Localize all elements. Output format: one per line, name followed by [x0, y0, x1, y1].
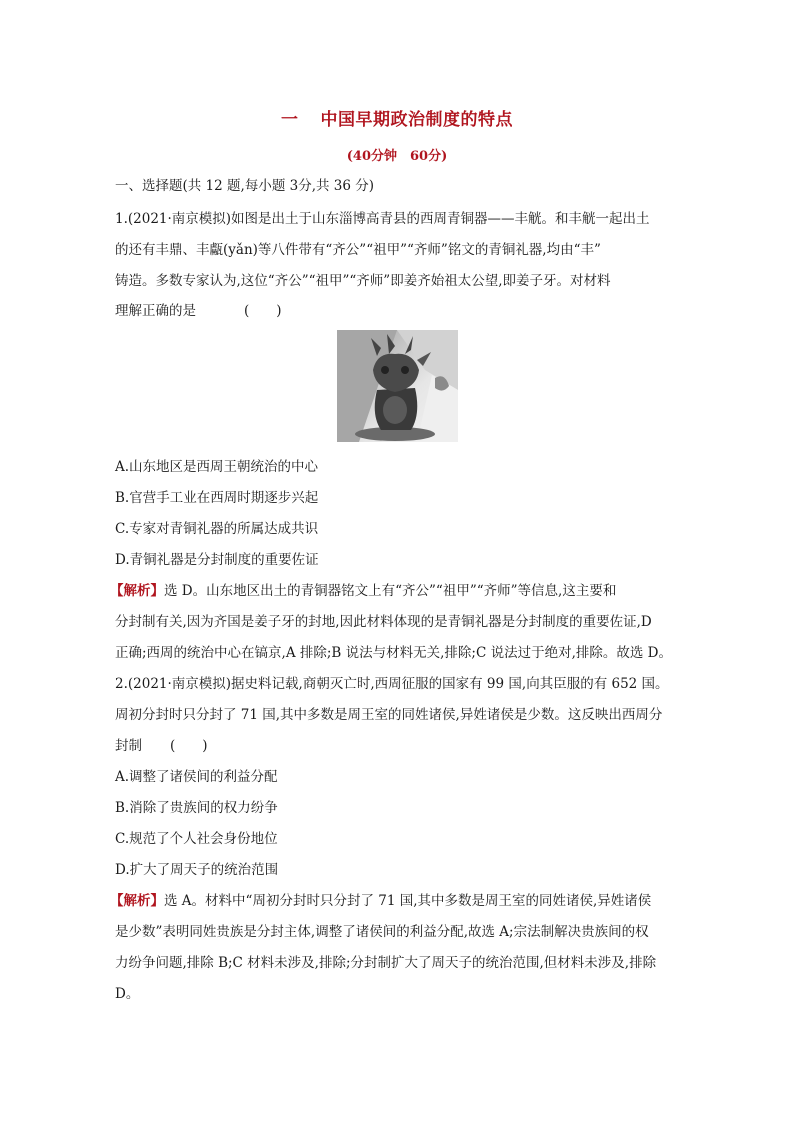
- q1-stem-line: 理解正确的是: [115, 303, 196, 319]
- bronze-vessel-icon: [337, 330, 458, 442]
- q1-stem-line: 1.(2021·南京模拟)如图是出土于山东淄博高青县的西周青铜器——丰觥。和丰觥一起出土: [115, 211, 650, 227]
- q2-analysis-line: D。: [115, 986, 140, 1002]
- q1-option-c: C.专家对青铜礼器的所属达成共识: [115, 521, 319, 537]
- q2-option-b: B.消除了贵族间的权力纷争: [115, 800, 278, 816]
- q2-option-a: A.调整了诸侯间的利益分配: [115, 769, 278, 785]
- q2-stem-line: 2.(2021·南京模拟)据史料记载,商朝灭亡时,西周征服的国家有 99 国,向其臣服的有 652 国。: [115, 676, 669, 692]
- q2-analysis-line: 力纷争问题,排除 B;C 材料未涉及,排除;分封制扩大了周天子的统治范围,但材料未涉及,排除: [115, 955, 657, 971]
- q1-analysis-text: 选 D。山东地区出土的青铜器铭文上有“齐公”“祖甲”“齐师”等信息,这主要和: [164, 583, 617, 599]
- q2-option-c: C.规范了个人社会身份地位: [115, 831, 278, 847]
- q1-analysis-line: 分封制有关,因为齐国是姜子牙的封地,因此材料体现的是青铜礼器是分封制度的重要佐证,D: [115, 614, 652, 630]
- section-number: 一: [281, 110, 299, 130]
- q1-analysis-tag: 【解析】: [110, 583, 164, 599]
- chapter-title: 中国早期政治制度的特点: [320, 110, 513, 130]
- q2-option-d: D.扩大了周天子的统治范围: [115, 862, 279, 878]
- q1-option-a: A.山东地区是西周王朝统治的中心: [115, 459, 319, 475]
- q1-option-d: D.青铜礼器是分封制度的重要佐证: [115, 552, 319, 568]
- q2-answer-blank: ( ): [170, 738, 208, 754]
- q2-analysis-tag: 【解析】: [110, 893, 164, 909]
- bronze-vessel-photo: [337, 330, 458, 442]
- section-heading: 一、选择题(共 12 题,每小题 3分,共 36 分): [115, 178, 375, 194]
- q1-answer-blank: ( ): [244, 303, 282, 319]
- q2-analysis-line: [110, 892, 651, 910]
- q1-stem-last: [115, 302, 282, 320]
- q2-analysis-text: 选 A。材料中“周初分封时只分封了 71 国,其中多数是周王室的同姓诸侯,异姓诸侯: [164, 893, 652, 909]
- q1-stem-line: 铸造。多数专家认为,这位“齐公”“祖甲”“齐师”即姜齐始祖太公望,即姜子牙。对材料: [115, 273, 611, 289]
- q1-option-b: B.官营手工业在西周时期逐步兴起: [115, 490, 319, 506]
- q2-stem-line: 周初分封时只分封了 71 国,其中多数是周王室的同姓诸侯,异姓诸侯是少数。这反映出西周分: [115, 707, 663, 723]
- q1-stem-line: 的还有丰鼎、丰甗(yǎn)等八件带有“齐公”“祖甲”“齐师”铭文的青铜礼器,均由“丰”: [115, 242, 601, 258]
- q2-stem-last: [115, 737, 208, 755]
- q1-analysis-line: [110, 582, 616, 600]
- page-title: [0, 105, 794, 130]
- q2-analysis-line: 是少数”表明同姓贵族是分封主体,调整了诸侯间的利益分配,故选 A;宗法制解决贵族间的权: [115, 924, 649, 940]
- time-score-subtitle: (40分钟 60分): [346, 149, 448, 164]
- q1-analysis-line: 正确;西周的统治中心在镐京,A 排除;B 说法与材料无关,排除;C 说法过于绝对,排除。故选 D。: [115, 645, 673, 661]
- q2-stem-line: 封制: [115, 738, 142, 754]
